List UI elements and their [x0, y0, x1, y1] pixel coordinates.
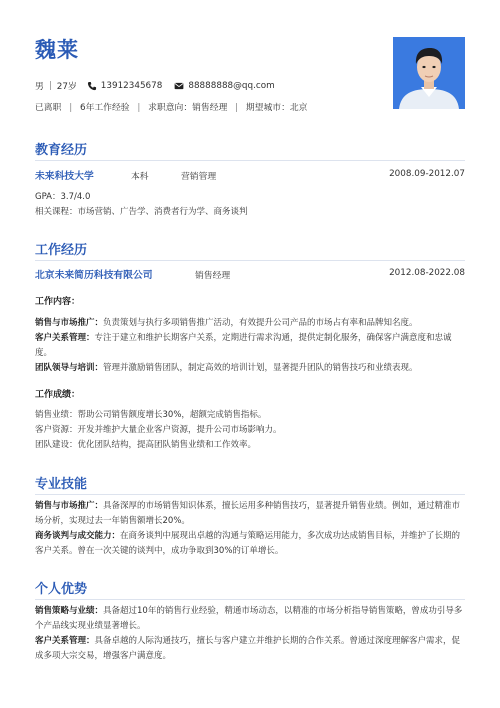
advantage-item: [35, 634, 465, 664]
separator: |: [48, 80, 52, 91]
separator: |: [69, 103, 73, 113]
job-status: 已离职: [35, 103, 62, 113]
gpa: GPA：3.7/4.0: [35, 192, 91, 202]
expected-city: 期望城市：北京: [245, 103, 308, 113]
school-name: 未来科技大学: [35, 171, 94, 182]
work-item-text: 负责策划与执行多项销售推广活动，有效提升公司产品的市场占有率和品牌知名度。: [103, 318, 418, 328]
gender: 男: [35, 82, 44, 92]
major: 营销管理: [181, 172, 217, 182]
job-role: 销售经理: [195, 271, 231, 281]
education-section-title: 教育经历: [35, 143, 88, 158]
separator: |: [235, 103, 239, 113]
work-row: [35, 267, 465, 281]
work-section-title: 工作经历: [35, 243, 88, 258]
profile-photo: [393, 37, 465, 109]
candidate-name: 魏莱: [35, 38, 79, 62]
work-item-label: 客户关系管理：: [35, 333, 95, 343]
section-divider: [35, 160, 465, 161]
work-result: 客户资源：开发并维护大量企业客户资源，提升公司市场影响力。: [35, 425, 282, 435]
advantage-item: [35, 604, 465, 634]
skills-section-title: 专业技能: [35, 477, 88, 492]
work-item: [35, 331, 465, 361]
work-item: [35, 316, 465, 331]
section-divider: [35, 599, 465, 600]
advantage-item-label: 销售策略与业绩：: [35, 606, 104, 616]
age: 27岁: [56, 82, 77, 92]
work-period: 2012.08-2022.08: [389, 268, 465, 278]
degree: 本科: [131, 172, 149, 182]
skill-item: [35, 529, 465, 559]
section-divider: [35, 260, 465, 261]
work-item-text: 专注于建立和维护长期客户关系，定期进行需求沟通，提供定制化服务，确保客户满意度和忠诚度。: [35, 333, 452, 359]
portrait-image: [393, 37, 465, 109]
work-item-text: 管理并激励销售团队，制定高效的培训计划，显著提升团队的销售技巧和业绩表现。: [103, 363, 418, 373]
email-address[interactable]: 88888888@qq.com: [188, 80, 275, 91]
work-content-title: 工作内容：: [35, 297, 81, 307]
skill-item-label: 商务谈判与成交能力：: [35, 531, 121, 541]
separator: |: [137, 103, 141, 113]
advantage-item-text: 具备超过10年的销售行业经验，精通市场动态，以精准的市场分析指导销售策略，曾成功引导多个产品线实现业绩显著增长。: [35, 606, 463, 632]
work-item: [35, 361, 465, 376]
status-line: [35, 100, 307, 113]
advantage-item-label: 客户关系管理：: [35, 636, 95, 646]
courses: 相关课程：市场营销、广告学、消费者行为学、商务谈判: [35, 207, 248, 217]
skill-item-label: 销售与市场推广：: [35, 501, 104, 511]
work-item-label: 销售与市场推广：: [35, 318, 104, 328]
work-item-label: 团队领导与培训：: [35, 363, 104, 373]
skill-item-text: 具备深厚的市场销售知识体系，擅长运用多种销售技巧，显著提升销售业绩。例如，通过精准市场分析，实现过去一年销售额增长20%。: [35, 501, 461, 527]
skill-item: [35, 499, 465, 529]
advantage-item-text: 具备卓越的人际沟通技巧，擅长与客户建立并维护长期的合作关系。曾通过深度理解客户需求，促成多项大宗交易，增强客户满意度。: [35, 636, 461, 662]
advantages-section-title: 个人优势: [35, 582, 88, 597]
phone-number[interactable]: 13912345678: [100, 80, 163, 91]
contact-line: [35, 79, 275, 92]
work-result: 团队建设：优化团队结构，提高团队销售业绩和工作效率。: [35, 440, 257, 450]
company-name: 北京未来简历科技有限公司: [35, 270, 153, 281]
skill-item-text: 在商务谈判中展现出卓越的沟通与策略运用能力，多次成功达成销售目标，并维护了长期的客户关系。曾在一次关键的谈判中，成功争取到30%的订单增长。: [35, 531, 461, 557]
section-divider: [35, 494, 465, 495]
education-period: 2008.09-2012.07: [389, 169, 465, 179]
envelope-icon: [174, 81, 184, 91]
job-intent: 求职意向：销售经理: [148, 103, 228, 113]
work-result: 销售业绩：帮助公司销售额度增长30%，超额完成销售指标。: [35, 410, 267, 420]
experience-years: 6年工作经验: [79, 103, 130, 113]
work-results-title: 工作成绩：: [35, 390, 81, 400]
phone-icon: [87, 81, 97, 91]
education-row: [35, 168, 465, 182]
